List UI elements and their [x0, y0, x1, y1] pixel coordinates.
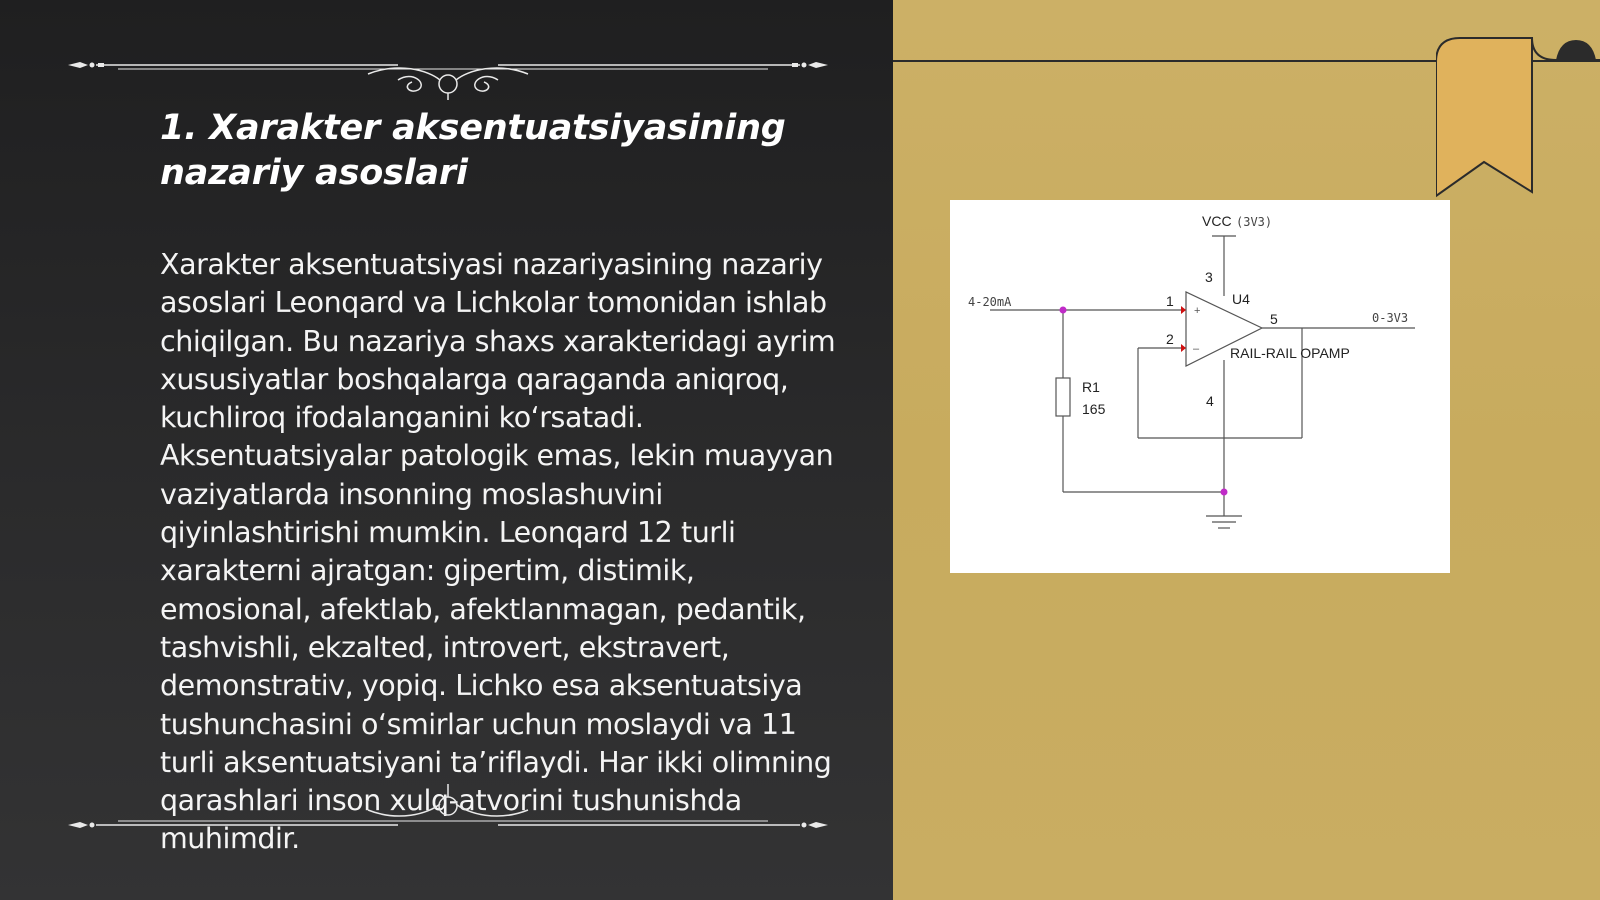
slide-body-text: Xarakter aksentuatsiyasi nazariyasining nazariy asoslari Leonqard va Lichkolar tomonidan ishlab chiqilgan. Bu nazariya shaxs xarakteridagi ayrim xususiyatlar boshqalarga qaraganda aniqroq, kuchliroq ifodalanganini koʻrsatadi. Aksentuatsiyalar patologik emas, lekin muayyan vaziyatlarda insonning moslashuvini qiyinlashtirishi mumkin. Leonqard 12 turli xarakterni ajratgan: gipertim, distimik, emosional, afektlab, afektlanmagan, pedantik, tashvishli, ekzalted, introvert, ekstravert, demonstrativ, yopiq. Lichko esa aksentuatsiya tushunchasini oʻsmirlar uchun moslaydi va 11 turli aksentuatsiyani ta’riflaydi. Har ikki olimning qarashlari inson xulq-atvorini tushunishda muhimdir. — [160, 248, 836, 856]
output-label: 0-3V3 — [1372, 311, 1409, 325]
vcc-label: VCC — [1202, 213, 1232, 229]
ornament-top — [68, 40, 828, 100]
pin2-label: 2 — [1166, 331, 1174, 347]
pin1-label: 1 — [1166, 293, 1174, 309]
bookmark-ribbon-icon — [1436, 34, 1600, 204]
right-panel — [893, 0, 1600, 900]
plus-sign: + — [1194, 305, 1201, 317]
opamp-ref-label: U4 — [1232, 291, 1250, 307]
minus-sign: – — [1193, 343, 1200, 355]
resistor-ref-label: R1 — [1082, 379, 1100, 395]
resistor-value-label: 165 — [1082, 401, 1106, 417]
pin4-label: 4 — [1206, 393, 1214, 409]
circuit-schematic — [950, 200, 1450, 573]
opamp-part-label: RAIL-RAIL OPAMP — [1230, 345, 1350, 361]
pin3-label: 3 — [1205, 269, 1213, 285]
circuit-diagram — [950, 200, 1450, 573]
vcc-value-label: (3V3) — [1236, 215, 1273, 229]
pin5-label: 5 — [1270, 311, 1278, 327]
input-label: 4-20mA — [968, 295, 1012, 309]
ornament-bottom — [68, 784, 828, 844]
slide-title: 1. Xarakter aksentuatsiyasining nazariy asoslari — [160, 108, 786, 193]
